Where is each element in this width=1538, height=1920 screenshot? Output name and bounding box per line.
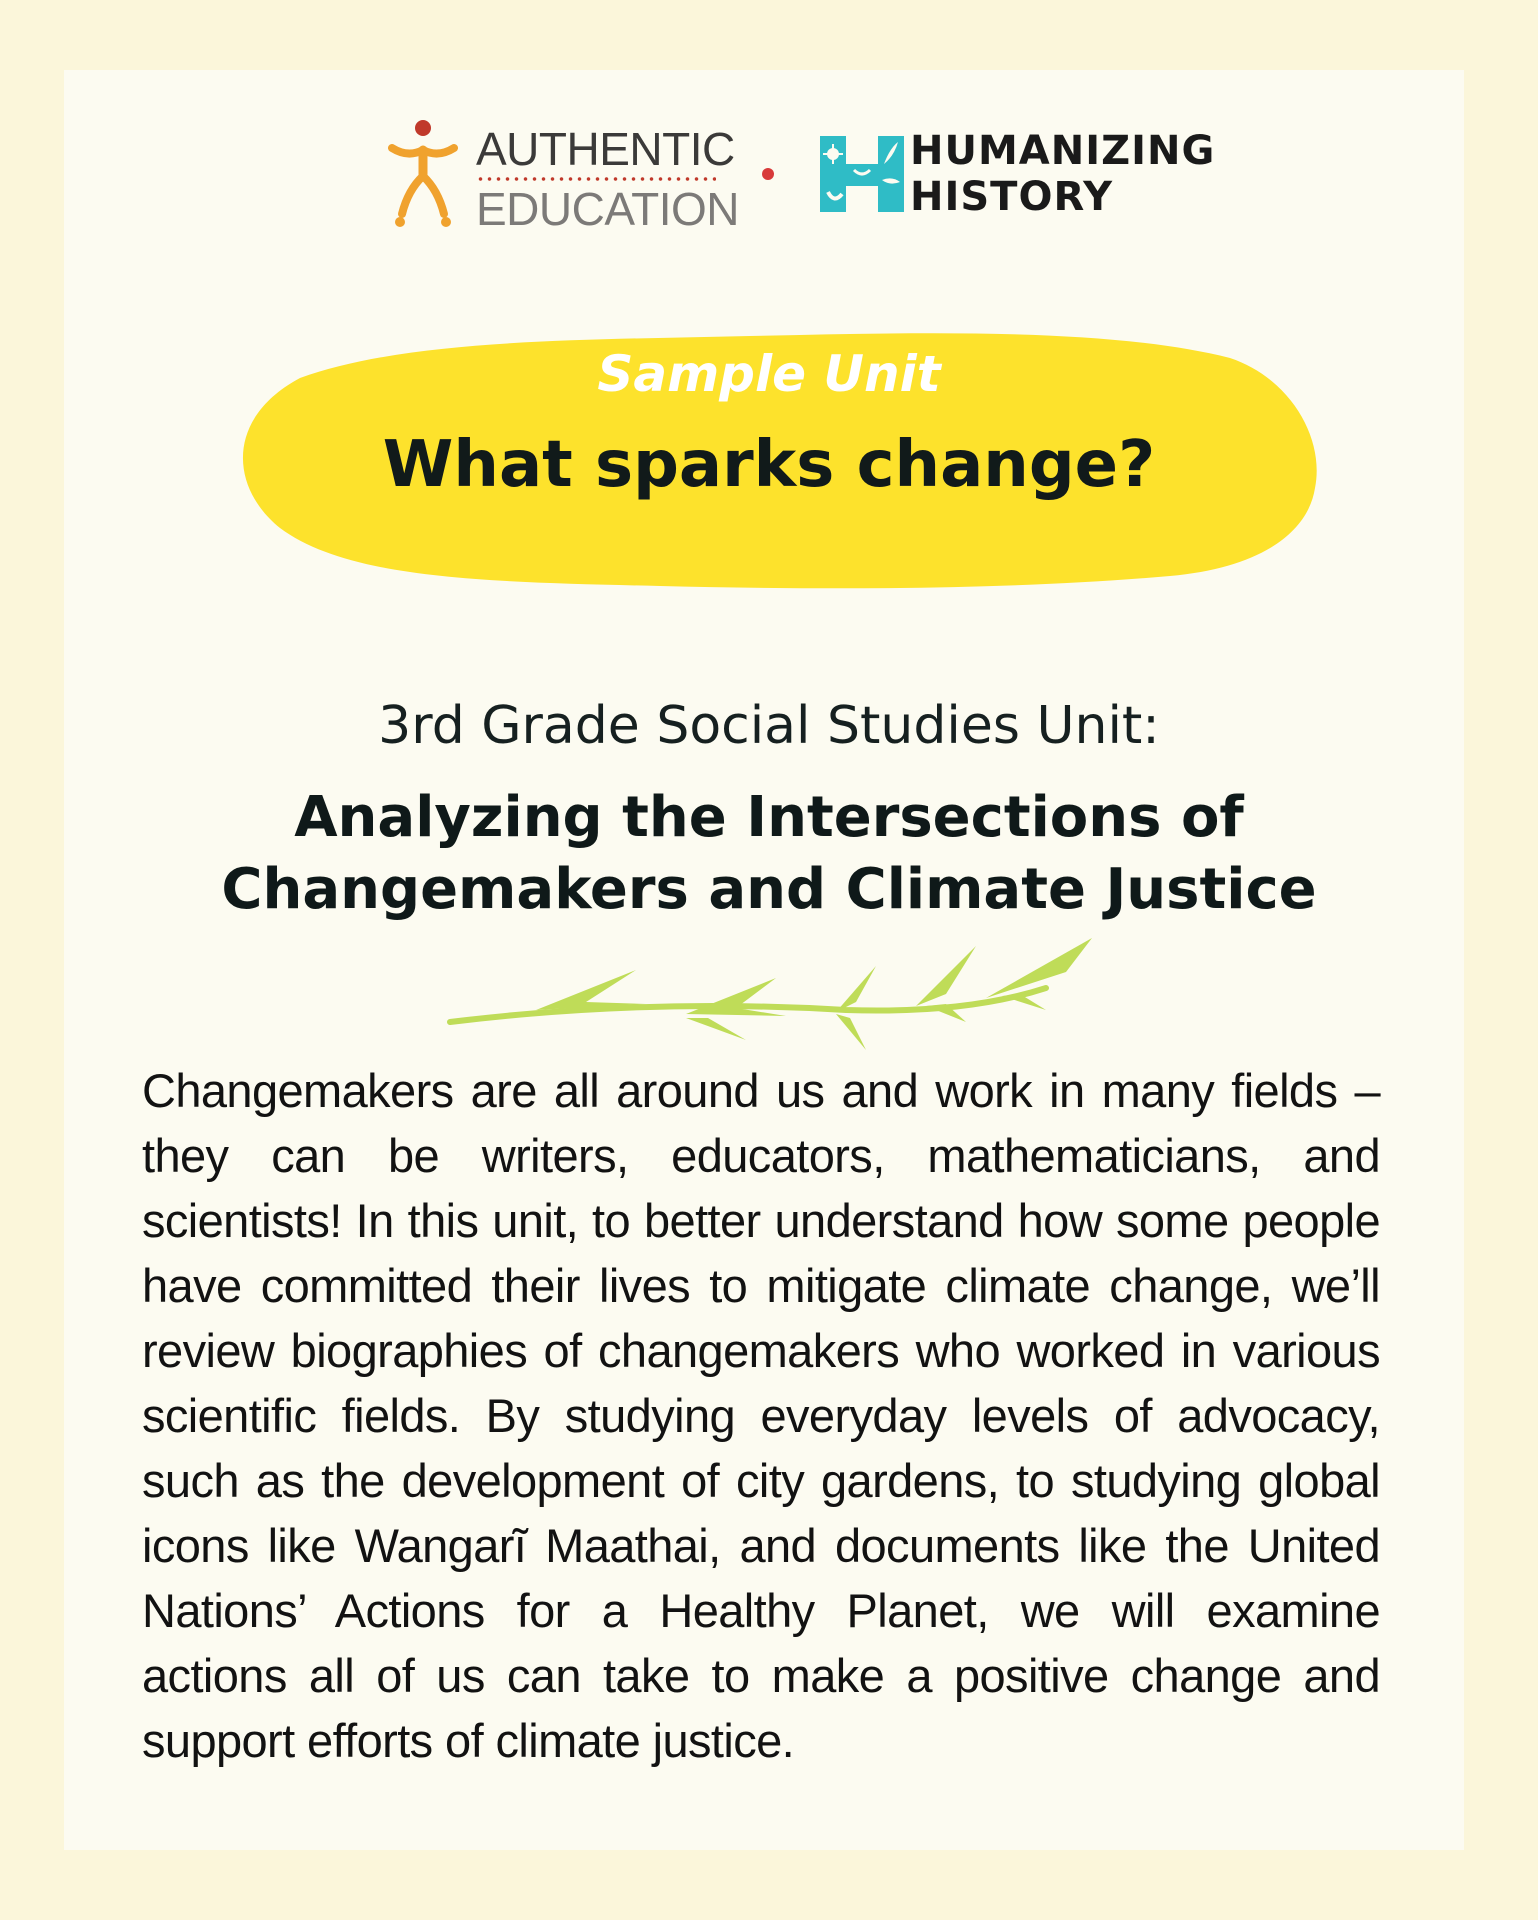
logo-text-history: HISTORY [910,174,1114,220]
authentic-education-logo [476,124,739,234]
banner-eyebrow: Sample Unit [597,345,941,403]
humanizing-history-logo [910,128,1215,220]
unit-title [0,782,1538,926]
grade-heading: 3rd Grade Social Studies Unit: [378,696,1160,756]
logo-text-humanizing: HUMANIZING [910,128,1216,174]
logo-row [0,0,1538,240]
authentic-education-figure-icon [388,118,458,228]
leaf-branch-icon [446,932,1096,1052]
banner-question: What sparks change? [382,428,1156,502]
unit-title-line-2: Changemakers and Climate Justice [221,857,1317,922]
unit-description: Changemakers are all around us and work in many fields – they can be writers, educators, mathematicians, and scientists! In this unit, to better understand how some people have committed their lives to mitigate climate change, we’ll review biographies of changemakers who worked in various scientific fields. By studying everyday levels of advocacy, such as the development of city gardens, to studying global icons like Wangarĩ Maathai, and documents like the United Nations’ Actions for a Healthy Planet, we will examine actions all of us can take to make a positive change and support efforts of climate justice. [142,1064,1380,1767]
humanizing-history-mark-icon [820,134,904,214]
logo-separator-dot [762,168,774,180]
unit-title-line-1: Analyzing the Intersections of [294,785,1244,850]
logo-text-education: EDUCATION [476,183,739,235]
logo-text-authentic: AUTHENTIC [476,123,735,175]
logo-dotted-rule [476,177,716,181]
